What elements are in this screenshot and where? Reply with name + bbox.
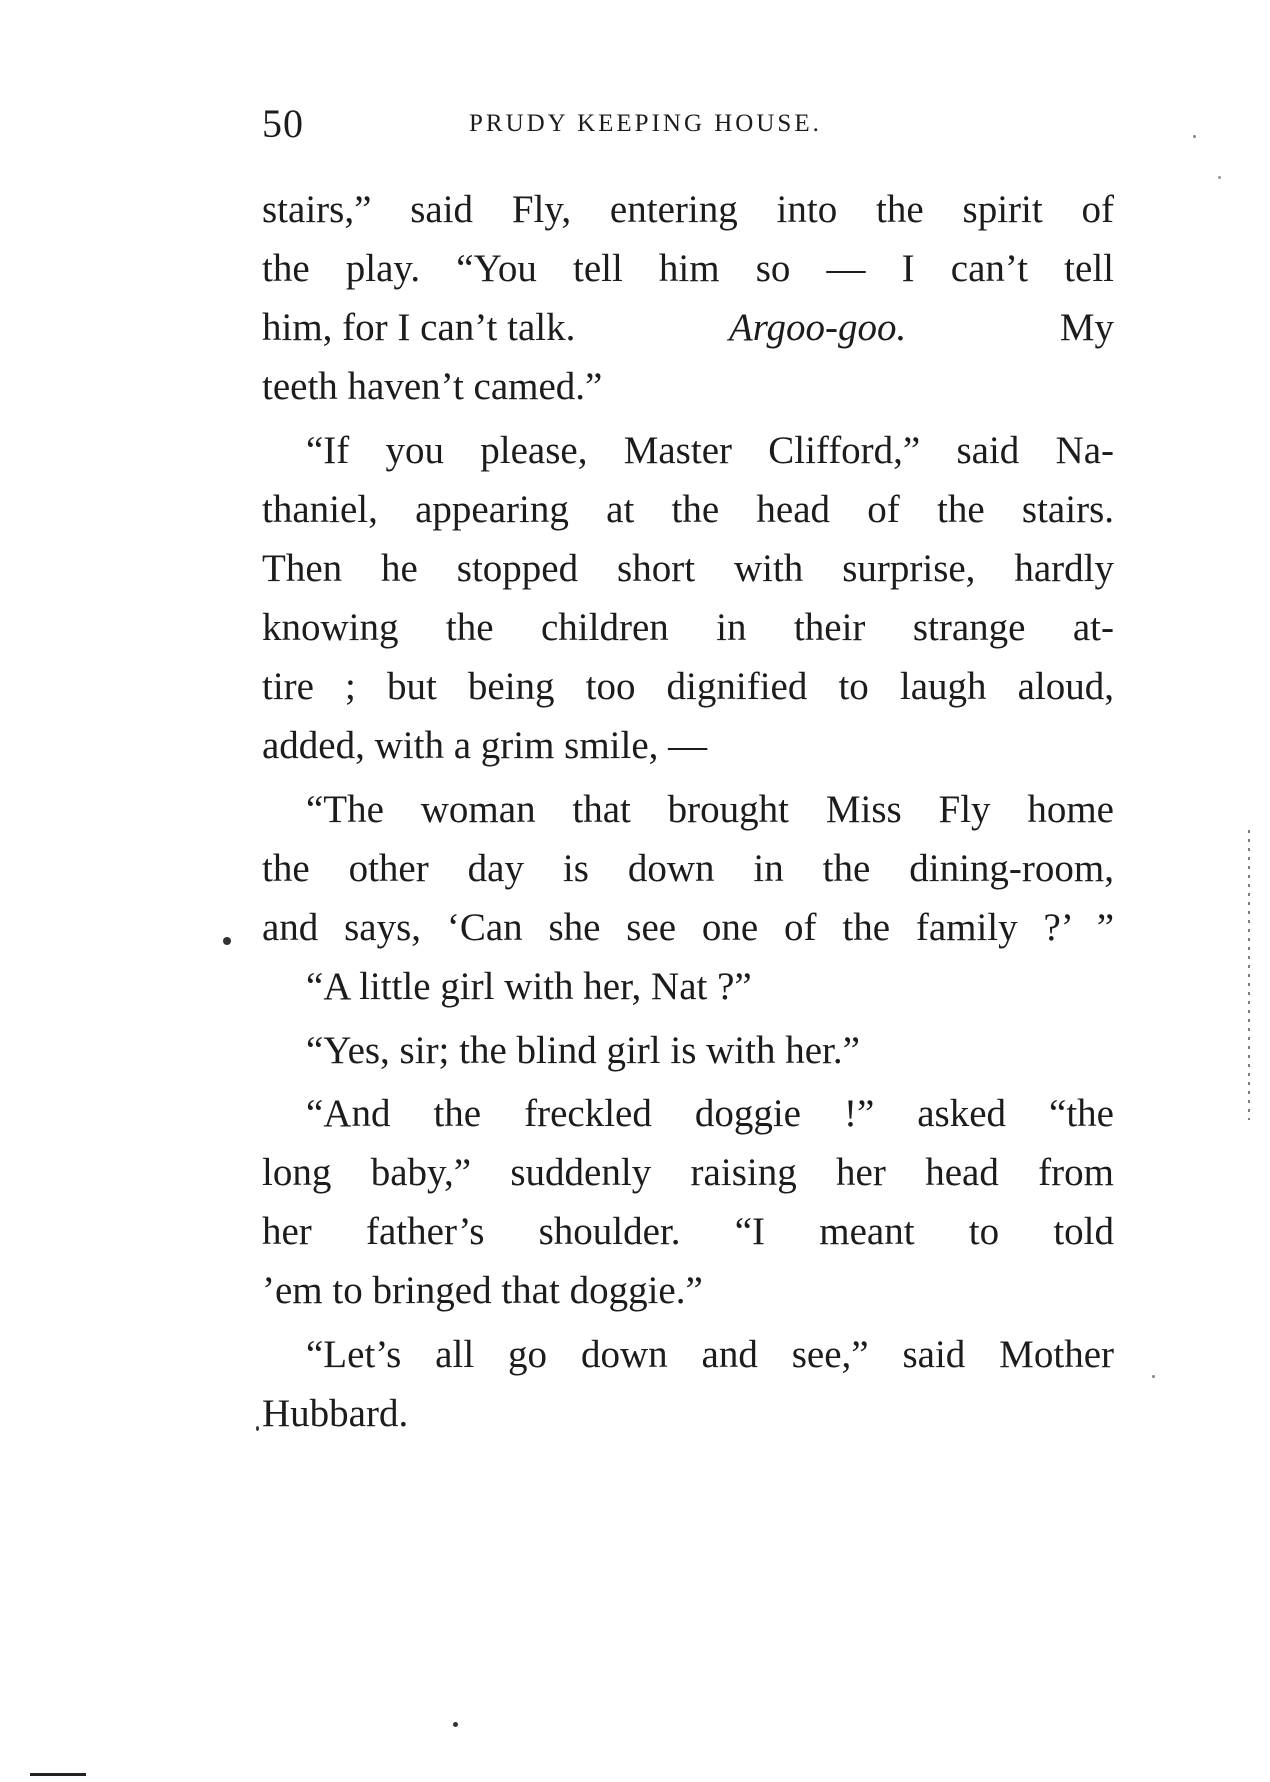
text-line: “If you please, Master Clifford,” said Na- <box>306 429 1114 472</box>
text-line: “Let’s all go down and see,” said Mother <box>306 1333 1114 1376</box>
ink-speck <box>1218 176 1221 179</box>
ink-speck <box>1193 135 1196 138</box>
text-line: and says, ‘Can she see one of the family ?’ ” <box>262 906 1114 949</box>
emphasis-text: Argoo-goo. <box>728 306 907 349</box>
text-line: “Yes, sir; the blind girl is with her.” <box>306 1029 860 1072</box>
text-line: the other day is down in the dining-room, <box>262 847 1114 890</box>
edge-bleed-mark <box>1248 830 1250 1120</box>
ink-speck <box>256 1426 259 1431</box>
text-line: Then he stopped short with surprise, hardly <box>262 547 1114 590</box>
text-line: tire ; but being too dignified to laugh aloud, <box>262 665 1114 708</box>
running-head <box>262 100 1122 148</box>
text-line <box>262 304 1114 352</box>
running-title: PRUDY KEEPING HOUSE. <box>469 110 822 137</box>
text-line: thaniel, appearing at the head of the stairs. <box>262 488 1114 531</box>
text-line: “The woman that brought Miss Fly home <box>306 788 1114 831</box>
edge-dash-mark <box>30 1773 86 1776</box>
text-line: her father’s shoulder. “I meant to told <box>262 1210 1114 1253</box>
text-line: teeth haven’t camed.” <box>262 365 603 408</box>
text-line: “And the freckled doggie !” asked “the <box>306 1092 1114 1135</box>
text-line: the play. “You tell him so — I can’t tell <box>262 247 1114 290</box>
text-line: long baby,” suddenly raising her head from <box>262 1151 1114 1194</box>
page-number: 50 <box>262 101 304 146</box>
ink-speck <box>223 937 231 945</box>
text-line: stairs,” said Fly, entering into the spirit of <box>262 188 1114 231</box>
text-line: added, with a grim smile, — <box>262 724 708 767</box>
text-segment: him, for I can’t talk. <box>262 306 576 349</box>
ink-speck <box>1152 1375 1155 1378</box>
text-segment: My <box>1059 306 1114 349</box>
text-line: ’em to bringed that doggie.” <box>262 1269 703 1312</box>
ink-speck <box>453 1722 458 1727</box>
text-line: knowing the children in their strange at- <box>262 606 1114 649</box>
text-line: “A little girl with her, Nat ?” <box>306 965 752 1008</box>
text-line: Hubbard. <box>262 1392 409 1435</box>
